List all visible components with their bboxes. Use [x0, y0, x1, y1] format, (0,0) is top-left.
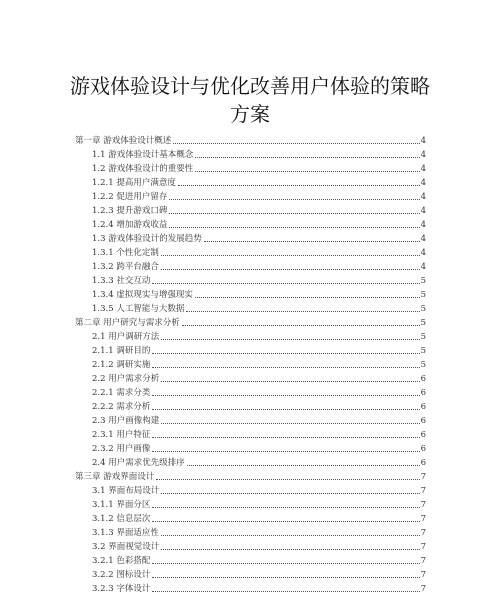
toc-entry-label: 1.3.1 个性化定制 — [92, 248, 159, 258]
toc-entry-label: 2.3.1 用户特征 — [92, 430, 151, 440]
toc-entry-page-number: 5 — [420, 304, 426, 314]
toc-entry-label: 2.1.2 调研实施 — [92, 360, 151, 370]
toc-entry-page-number: 5 — [420, 332, 426, 342]
toc-leader-dots — [152, 352, 419, 354]
toc-entry[interactable] — [75, 371, 426, 385]
toc-leader-dots — [204, 240, 420, 242]
toc-entry[interactable] — [75, 217, 426, 231]
toc-entry-page-number: 4 — [420, 178, 426, 188]
toc-leader-dots — [169, 198, 419, 200]
toc-entry-page-number: 7 — [420, 472, 426, 482]
toc-entry-label: 1.1 游戏体验设计基本概念 — [92, 150, 194, 160]
toc-leader-dots — [186, 310, 419, 312]
toc-entry-page-number: 7 — [420, 528, 426, 538]
toc-leader-dots — [169, 226, 419, 228]
toc-entry-page-number: 6 — [420, 416, 426, 426]
toc-entry-page-number: 4 — [420, 262, 426, 272]
toc-leader-dots — [152, 436, 419, 438]
toc-entry[interactable] — [75, 525, 426, 539]
toc-entry-page-number: 7 — [420, 486, 426, 496]
toc-leader-dots — [173, 142, 419, 144]
toc-entry-label: 3.2 界面视觉设计 — [92, 542, 160, 552]
document-title — [60, 72, 440, 128]
toc-entry[interactable] — [75, 567, 426, 581]
toc-entry[interactable] — [75, 329, 426, 343]
toc-entry[interactable] — [75, 273, 426, 287]
toc-entry[interactable] — [75, 469, 426, 483]
toc-entry-label: 1.2 游戏体验设计的重要性 — [92, 164, 194, 174]
toc-entry[interactable] — [75, 203, 426, 217]
toc-leader-dots — [161, 534, 420, 536]
toc-leader-dots — [161, 492, 419, 494]
toc-entry-page-number: 4 — [420, 164, 426, 174]
title-line-1: 游戏体验设计与优化改善用户体验的策略 — [70, 74, 430, 98]
toc-entry[interactable] — [75, 441, 426, 455]
toc-entry-label: 1.3.3 社交互动 — [92, 276, 151, 286]
toc-entry-label: 3.1 界面布局设计 — [92, 486, 160, 496]
toc-entry-label: 2.3 用户画像构建 — [92, 416, 160, 426]
toc-entry[interactable] — [75, 427, 426, 441]
table-of-contents — [75, 133, 426, 595]
toc-leader-dots — [152, 394, 419, 396]
toc-entry[interactable] — [75, 385, 426, 399]
toc-entry-page-number: 4 — [420, 248, 426, 258]
toc-entry-page-number: 7 — [420, 556, 426, 566]
toc-entry-label: 2.1 用户调研方法 — [92, 332, 160, 342]
toc-entry[interactable] — [75, 511, 426, 525]
toc-entry-label: 3.1.2 信息层次 — [92, 514, 151, 524]
toc-entry[interactable] — [75, 259, 426, 273]
toc-entry-page-number: 7 — [420, 570, 426, 580]
toc-entry[interactable] — [75, 231, 426, 245]
toc-entry-page-number: 5 — [420, 318, 426, 328]
toc-entry-page-number: 7 — [420, 514, 426, 524]
toc-entry-label: 3.2.1 色彩搭配 — [92, 556, 151, 566]
toc-entry[interactable] — [75, 539, 426, 553]
toc-leader-dots — [152, 282, 419, 284]
toc-entry-page-number: 6 — [420, 402, 426, 412]
toc-entry-label: 第三章 游戏界面设计 — [75, 472, 155, 482]
toc-leader-dots — [169, 212, 419, 214]
toc-entry[interactable] — [75, 497, 426, 511]
toc-entry[interactable] — [75, 161, 426, 175]
toc-leader-dots — [161, 338, 419, 340]
toc-entry-page-number: 4 — [420, 150, 426, 160]
toc-leader-dots — [161, 422, 419, 424]
toc-entry-page-number: 5 — [420, 290, 426, 300]
toc-leader-dots — [152, 576, 419, 578]
toc-leader-dots — [187, 464, 420, 466]
toc-leader-dots — [152, 520, 419, 522]
toc-entry[interactable] — [75, 175, 426, 189]
toc-leader-dots — [178, 184, 420, 186]
toc-entry[interactable] — [75, 147, 426, 161]
toc-entry-page-number: 6 — [420, 430, 426, 440]
toc-entry-label: 2.1.1 调研目的 — [92, 346, 151, 356]
toc-entry[interactable] — [75, 133, 426, 147]
toc-entry-label: 1.2.2 促进用户留存 — [92, 192, 168, 202]
toc-entry-label: 1.3.2 跨平台融合 — [92, 262, 159, 272]
toc-entry-page-number: 4 — [420, 220, 426, 230]
toc-entry-page-number: 5 — [420, 276, 426, 286]
toc-leader-dots — [161, 254, 420, 256]
toc-entry-page-number: 4 — [420, 234, 426, 244]
toc-leader-dots — [182, 324, 420, 326]
toc-entry-page-number: 7 — [420, 584, 426, 594]
toc-entry[interactable] — [75, 315, 426, 329]
toc-leader-dots — [152, 506, 419, 508]
toc-entry-label: 第二章 用户研究与需求分析 — [75, 318, 180, 328]
toc-entry[interactable] — [75, 343, 426, 357]
toc-entry[interactable] — [75, 189, 426, 203]
toc-entry[interactable] — [75, 287, 426, 301]
toc-leader-dots — [161, 268, 420, 270]
toc-leader-dots — [152, 366, 419, 368]
toc-entry[interactable] — [75, 455, 426, 469]
toc-entry[interactable] — [75, 483, 426, 497]
toc-entry[interactable] — [75, 245, 426, 259]
toc-leader-dots — [152, 408, 419, 410]
toc-entry-label: 2.2 用户需求分析 — [92, 374, 160, 384]
toc-entry[interactable] — [75, 413, 426, 427]
toc-entry-label: 第一章 游戏体验设计概述 — [75, 136, 172, 146]
toc-entry-label: 3.2.3 字体设计 — [92, 584, 151, 594]
toc-entry[interactable] — [75, 399, 426, 413]
toc-leader-dots — [152, 562, 419, 564]
toc-entry-page-number: 7 — [420, 500, 426, 510]
toc-entry-page-number: 5 — [420, 346, 426, 356]
toc-entry-label: 1.2.1 提高用户满意度 — [92, 178, 176, 188]
title-line-2: 方案 — [230, 102, 270, 126]
toc-entry-label: 2.4 用户需求优先级排序 — [92, 458, 185, 468]
toc-leader-dots — [195, 296, 420, 298]
toc-entry-page-number: 7 — [420, 542, 426, 552]
toc-entry-page-number: 4 — [420, 192, 426, 202]
toc-entry-page-number: 6 — [420, 374, 426, 384]
toc-leader-dots — [161, 548, 419, 550]
toc-entry-label: 3.1.1 界面分区 — [92, 500, 151, 510]
toc-entry-label: 1.2.3 提升游戏口碑 — [92, 206, 168, 216]
toc-entry[interactable] — [75, 357, 426, 371]
toc-leader-dots — [195, 170, 419, 172]
toc-entry-page-number: 6 — [420, 388, 426, 398]
toc-entry-label: 1.3.5 人工智能与大数据 — [92, 304, 185, 314]
toc-entry-label: 1.3 游戏体验设计的发展趋势 — [92, 234, 202, 244]
toc-entry[interactable] — [75, 301, 426, 315]
toc-entry[interactable] — [75, 581, 426, 595]
toc-entry-label: 1.2.4 增加游戏收益 — [92, 220, 168, 230]
toc-entry-page-number: 6 — [420, 458, 426, 468]
toc-entry-page-number: 4 — [420, 206, 426, 216]
toc-entry-page-number: 6 — [420, 444, 426, 454]
toc-leader-dots — [195, 156, 419, 158]
toc-leader-dots — [161, 380, 419, 382]
toc-entry-label: 3.2.2 图标设计 — [92, 570, 151, 580]
toc-entry-label: 1.3.4 虚拟现实与增强现实 — [92, 290, 193, 300]
toc-entry-page-number: 5 — [420, 360, 426, 370]
toc-entry-label: 3.1.3 界面适应性 — [92, 528, 159, 538]
toc-leader-dots — [152, 590, 419, 592]
toc-entry-label: 2.3.2 用户画像 — [92, 444, 151, 454]
toc-leader-dots — [156, 478, 419, 480]
toc-leader-dots — [152, 450, 419, 452]
toc-entry-page-number: 4 — [420, 136, 426, 146]
toc-entry-label: 2.2.2 需求分析 — [92, 402, 151, 412]
toc-entry-label: 2.2.1 需求分类 — [92, 388, 151, 398]
